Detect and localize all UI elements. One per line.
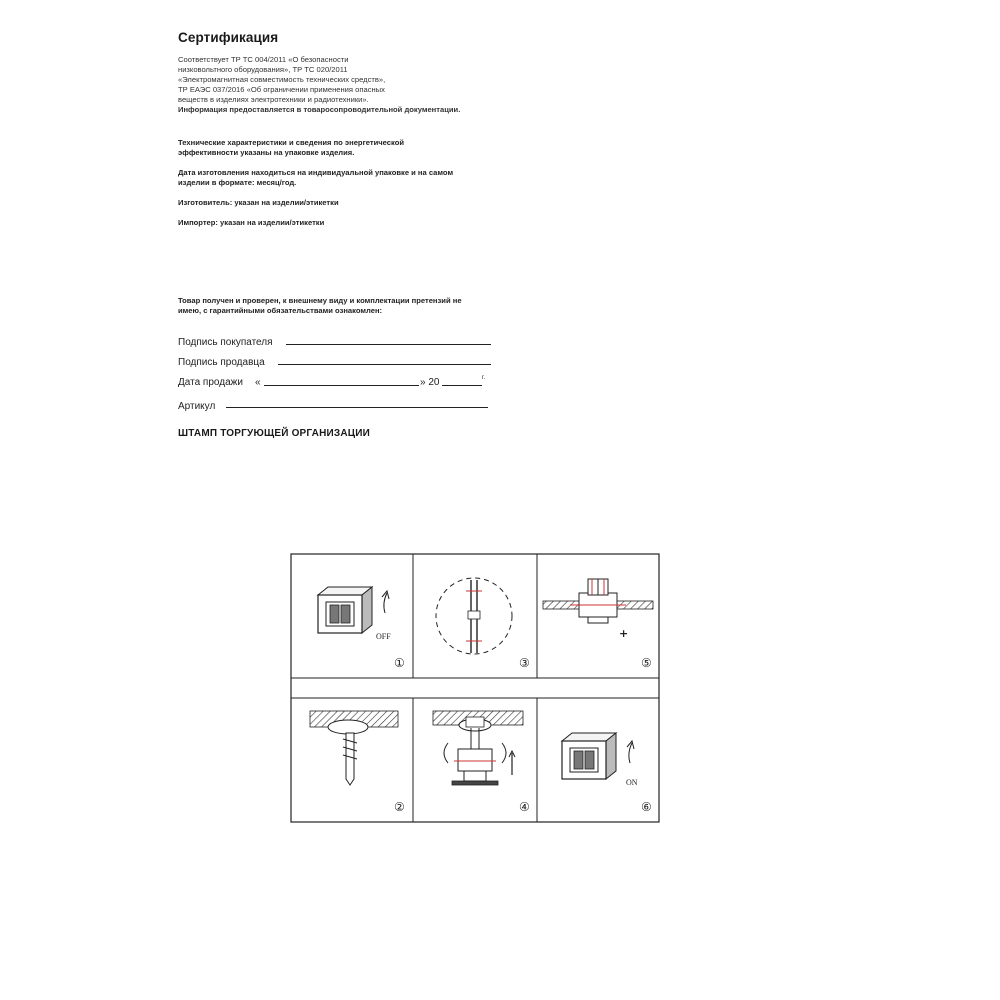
step-2-wiring <box>436 578 530 670</box>
sale-date-label: Дата продажи <box>178 377 243 388</box>
step-number: ① <box>394 656 405 670</box>
cert-line: ТР ЕАЭС 037/2016 «Об ограничении применения опасных <box>178 85 385 94</box>
step-number: ② <box>394 800 405 814</box>
manufacturer-info: Изготовитель: указан на изделии/этикетки <box>178 198 339 207</box>
buyer-signature-line[interactable] <box>286 344 491 345</box>
seller-signature-field <box>178 357 498 371</box>
article-field <box>178 401 498 415</box>
importer-info: Импортер: указан на изделии/этикетки <box>178 218 325 227</box>
stamp-title: ШТАМП ТОРГУЮЩЕЙ ОРГАНИЗАЦИИ <box>178 428 371 439</box>
certification-title: Сертификация <box>178 30 279 45</box>
year-suffix: г. <box>482 375 486 381</box>
buyer-signature-field <box>178 337 498 351</box>
step-5-insert-lamp <box>433 711 530 814</box>
buyer-signature-label: Подпись покупателя <box>178 337 273 348</box>
acceptance-text: Товар получен и проверен, к внешнему виду и комплектации претензий не имею, с гарантийными обязательствами ознакомлен: <box>178 296 462 315</box>
plus-sign: + <box>619 627 629 640</box>
sale-date-day-month-line[interactable] <box>264 385 419 386</box>
step-number: ③ <box>519 656 530 670</box>
sale-date-field <box>178 377 498 391</box>
cert-line: «Электромагнитная совместимость технических средств», <box>178 75 386 84</box>
date-open-quote: « <box>255 377 261 388</box>
installation-diagram-svg <box>290 553 660 823</box>
step-6-switch-on <box>562 733 652 814</box>
step-4-drill-hole <box>310 711 405 814</box>
certification-text <box>178 55 508 115</box>
off-label: OFF <box>376 632 391 641</box>
specs-info: Технические характеристики и сведения по энергетической эффективности указаны на упаковке изделия. <box>178 138 405 157</box>
manufacture-date-info: Дата изготовления находиться на индивидуальной упаковке и на самом изделии в формате: месяц/год. <box>178 168 454 187</box>
step-3-lamp-in-ceiling <box>543 579 653 670</box>
seller-signature-line[interactable] <box>278 364 491 365</box>
on-label: ON <box>626 778 638 787</box>
docs-note: Информация предоставляется в товаросопроводительной документации. <box>178 105 461 114</box>
installation-diagram <box>290 553 660 823</box>
cert-line: веществ в изделиях электротехники и радиотехники». <box>178 95 369 104</box>
article-line[interactable] <box>226 407 488 408</box>
sale-date-year-line[interactable] <box>442 385 482 386</box>
step-number: ⑥ <box>641 800 652 814</box>
cert-line: низковольтного оборудования», ТР ТС 020/2011 <box>178 65 348 74</box>
seller-signature-label: Подпись продавца <box>178 357 265 368</box>
step-number: ④ <box>519 800 530 814</box>
step-1-switch-off <box>318 587 405 670</box>
date-close: » 20 <box>420 377 440 388</box>
cert-line: Соответствует ТР ТС 004/2011 «О безопасности <box>178 55 349 64</box>
article-label: Артикул <box>178 401 216 412</box>
step-number: ⑤ <box>641 656 652 670</box>
